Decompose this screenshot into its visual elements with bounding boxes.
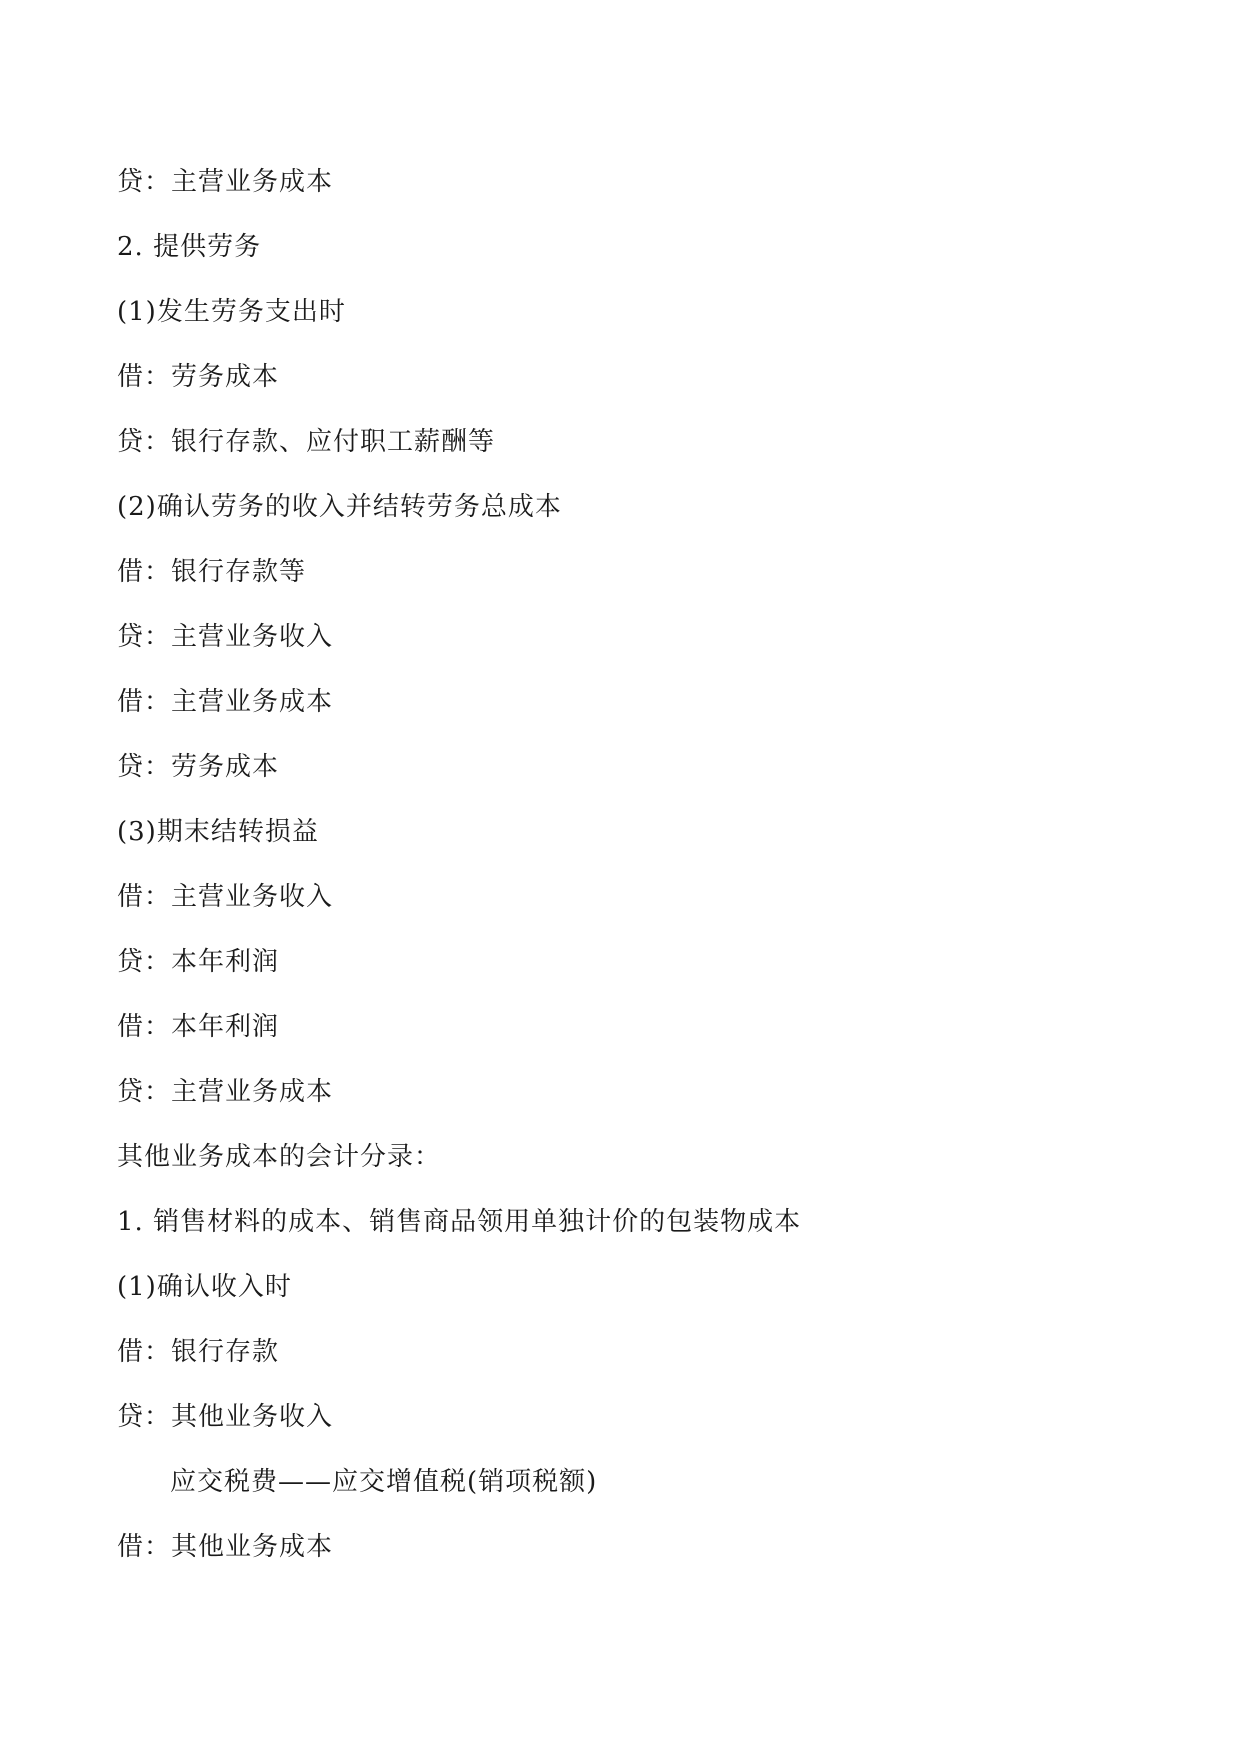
debit-entry: 借：主营业务成本 [117,687,334,717]
subsection-heading: (1)确认收入时 [117,1272,292,1302]
credit-entry: 贷：主营业务成本 [117,1077,334,1107]
debit-entry: 借：银行存款 [117,1337,280,1367]
debit-entry: 借：劳务成本 [117,362,280,392]
debit-entry: 借：主营业务收入 [117,882,334,912]
credit-entry: 贷：劳务成本 [117,752,280,782]
credit-entry: 贷：主营业务收入 [117,622,334,652]
credit-entry: 贷：本年利润 [117,947,280,977]
text-line: 贷：主营业务成本 [117,167,334,197]
credit-entry: 贷：其他业务收入 [117,1402,334,1432]
document-body [117,156,1117,1586]
subsection-heading: (1)发生劳务支出时 [117,297,346,327]
section-heading: 2. 提供劳务 [117,232,262,262]
section-heading: 1. 销售材料的成本、销售商品领用单独计价的包装物成本 [117,1207,802,1237]
debit-entry: 借：其他业务成本 [117,1532,334,1562]
subsection-heading: (3)期末结转损益 [117,817,319,847]
debit-entry: 借：本年利润 [117,1012,280,1042]
debit-entry: 借：银行存款等 [117,557,307,587]
section-title: 其他业务成本的会计分录： [117,1142,442,1172]
subsection-heading: (2)确认劳务的收入并结转劳务总成本 [117,492,562,522]
credit-entry-continuation: 应交税费——应交增值税(销项税额) [170,1467,598,1497]
credit-entry: 贷：银行存款、应付职工薪酬等 [117,427,496,457]
